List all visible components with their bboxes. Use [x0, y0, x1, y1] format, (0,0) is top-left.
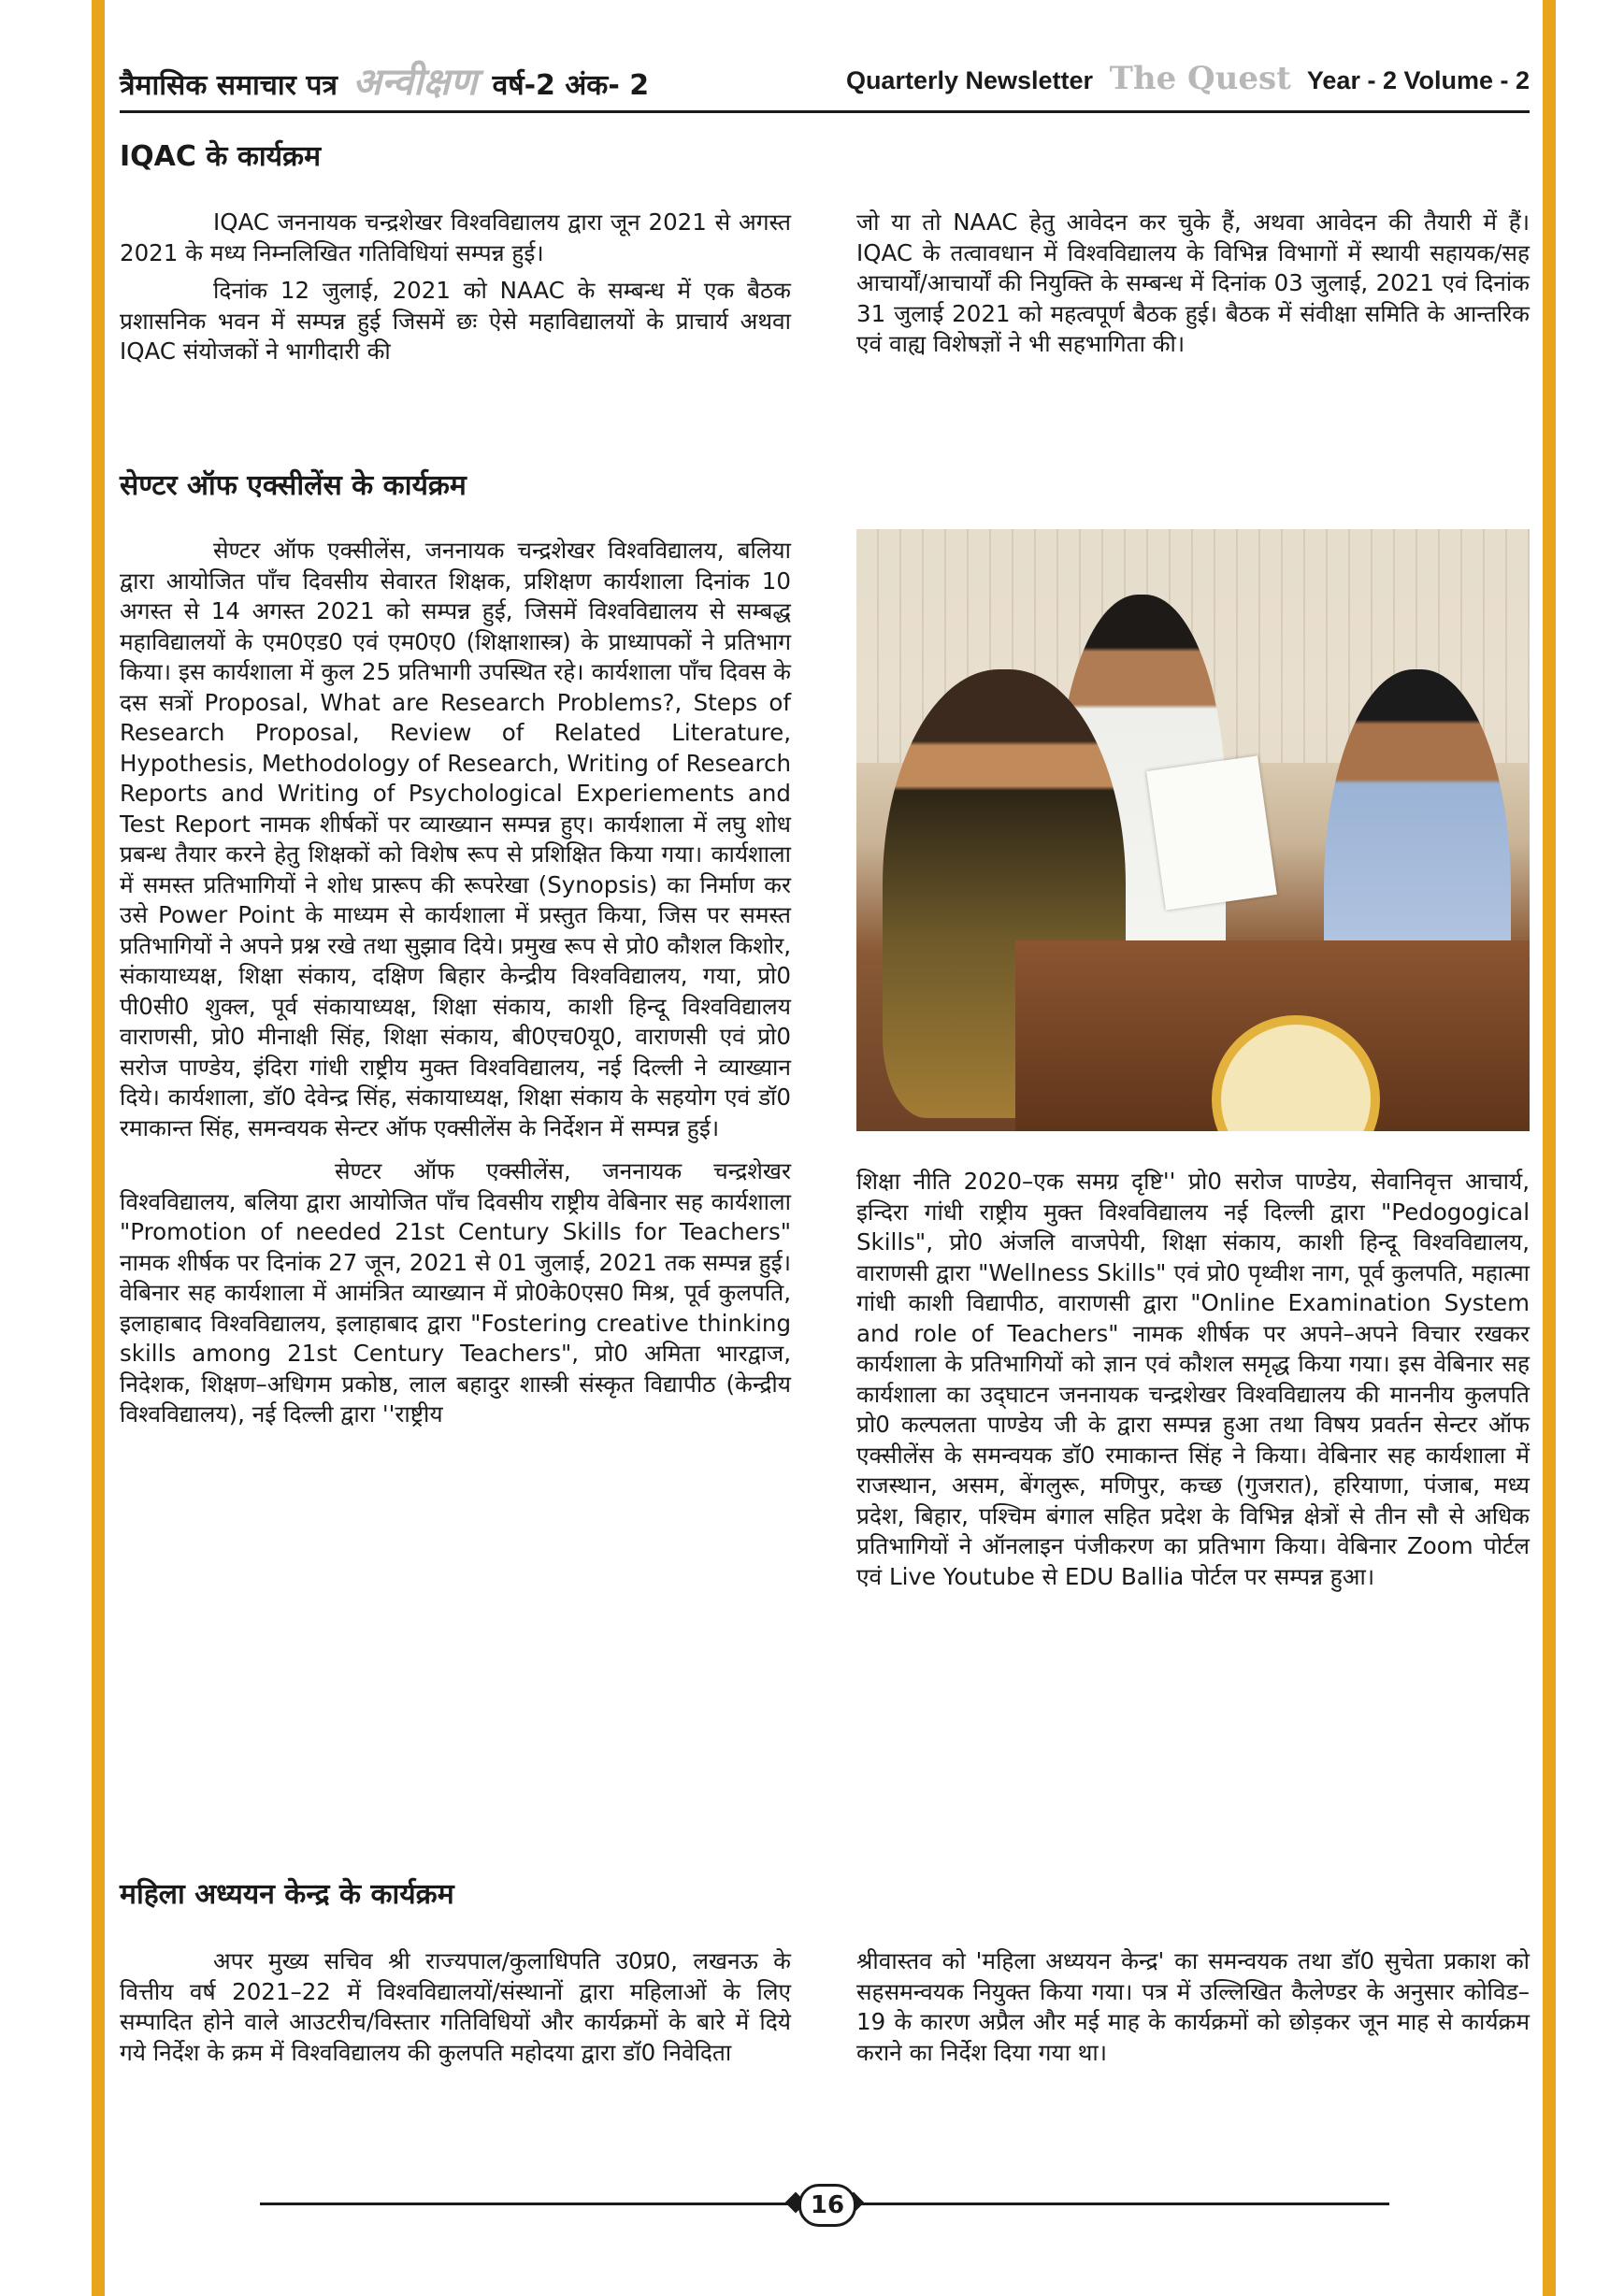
iqac-paragraph-1: IQAC जननायक चन्द्रशेखर विश्वविद्यालय द्वारा जून 2021 से अगस्त 2021 के मध्य निम्नलिखित गतिविधियां सम्पन्न हुई।	[120, 208, 791, 266]
excellence-right-column	[856, 1167, 1530, 1592]
women-studies-heading: महिला अध्ययन केन्द्र के कार्यक्रम	[120, 1878, 454, 1911]
left-accent-bar	[92, 0, 105, 2296]
hindi-issue-info: वर्ष-2 अंक- 2	[492, 69, 650, 102]
women-studies-paragraph-2: श्रीवास्तव को 'महिला अध्ययन केन्द्र' का समन्वयक तथा डॉ0 सुचेता प्रकाश को सहसमन्वयक नियुक्त किया गया। पत्र में उल्लिखित कैलेण्डर के अनुसार कोविड–19 के कारण अप्रैल और मई माह के कार्यक्रमों को छोड़कर जून माह से कार्यक्रम कराने का निर्देश दिया गया था।	[856, 1947, 1530, 2066]
header-divider	[120, 110, 1530, 113]
women-studies-left-column	[120, 1946, 791, 2068]
page-footer	[120, 2167, 1530, 2223]
iqac-left-column	[120, 208, 791, 367]
page-header	[120, 54, 1530, 107]
excellence-heading: सेण्टर ऑफ एक्सीलेंस के कार्यक्रम	[120, 469, 467, 502]
english-magazine-name: The Quest	[1109, 60, 1291, 97]
excellence-paragraph-3: शिक्षा नीति 2020–एक समग्र दृष्टि'' प्रो0 सरोज पाण्डेय, सेवानिवृत्त आचार्य, इन्दिरा गांधी राष्ट्रीय मुक्त विश्वविद्यालय नई दिल्ली द्वारा "Pedogogical Skills", प्रो0 अंजलि वाजपेयी, शिक्षा संकाय, काशी हिन्दू विश्वविद्यालय, वाराणसी द्वारा "Wellness Skills" एवं प्रो0 पृथ्वीश नाग, पूर्व कुलपति, महात्मा गांधी काशी विद्यापीठ, वाराणसी द्वारा "Online Examination System and role of Teachers" नामक शीर्षक पर अपने–अपने विचार रखकर कार्यशाला के प्रतिभागियों को ज्ञान एवं कौशल समृद्ध किया गया। इस वेबिनार सह कार्यशाला का उद्‌घाटन जननायक चन्द्रशेखर विश्वविद्यालय की माननीय कुलपति प्रो0 कल्पलता पाण्डेय जी के द्वारा सम्पन्न हुआ तथा विषय प्रवर्तन सेन्टर ऑफ एक्सीलेंस के समन्वयक डॉ0 रमाकान्त सिंह ने किया। वेबिनार सह कार्यशाला में राजस्थान, असम, बेंगलुरू, मणिपुर, कच्छ (गुजरात), हरियाणा, पंजाब, मध्य प्रदेश, बिहार, पश्चिम बंगाल सहित प्रदेश के विभिन्न क्षेत्रों से तीन सौ से अधिक प्रतिभागियों ने ऑनलाइन पंजीकरण का प्रतिभाग किया। वेबिनार Zoom पोर्टल एवं Live Youtube से EDU Ballia पोर्टल पर सम्पन्न हुआ।	[856, 1168, 1530, 1590]
hindi-magazine-name: अन्वीक्षण	[352, 60, 478, 104]
excellence-paragraph-1: सेण्टर ऑफ एक्सीलेंस, जननायक चन्द्रशेखर विश्वविद्यालय, बलिया द्वारा आयोजित पाँच दिवसीय सेवारत शिक्षक, प्रशिक्षण कार्यशाला दिनांक 10 अगस्त से 14 अगस्त 2021 को सम्पन्न हुई, जिसमें विश्वविद्यालय से सम्बद्ध महाविद्यालयों के एम0एड0 एवं एम0ए0 (शिक्षाशास्त्र) के प्राध्यापकों ने प्रतिभाग किया। इस कार्यशाला में कुल 25 प्रतिभागी उपस्थित रहे। कार्यशाला पाँच दिवस के दस सत्रों Proposal, What are Research Problems?, Steps of Research Proposal, Review of Related Literature, Hypothesis, Methodology of Research, Writing of Research Reports and Writing of Psychological Experiements and Test Report नामक शीर्षकों पर व्याख्यान सम्पन्न हुए। कार्यशाला में लघु शोध प्रबन्ध तैयार करने हेतु शिक्षकों को विशेष रूप से प्रशिक्षित किया गया। कार्यशाला में समस्त प्रतिभागियों ने शोध प्रारूप की रूपरेखा (Synopsis) का निर्माण कर उसे Power Point के माध्यम से कार्यशाला में प्रस्तुत किया, जिस पर समस्त प्रतिभागियों ने अपने प्रश्न रखे तथा सुझाव दिये। प्रमुख रूप से प्रो0 कौशल किशोर, संकायाध्यक्ष, शिक्षा संकाय, दक्षिण बिहार केन्द्रीय विश्वविद्यालय, गया, प्रो0 पी0सी0 शुक्ल, पूर्व संकायाध्यक्ष, शिक्षा संकाय, काशी हिन्दू विश्वविद्यालय वाराणसी, प्रो0 मीनाक्षी सिंह, शिक्षा संकाय, बी0एच0यू0, वाराणसी एवं प्रो0 सरोज पाण्डेय, इंदिरा गांधी राष्ट्रीय मुक्त विश्वविद्यालय, नई दिल्ली ने व्याख्यान दिये। कार्यशाला, डॉ0 देवेन्द्र सिंह, संकायाध्यक्ष, शिक्षा संकाय के सहयोग एवं डॉ0 रमाकान्त सिंह, समन्वयक सेन्टर ऑफ एक्सीलेंस के निर्देशन में सम्पन्न हुई।	[120, 537, 791, 1141]
certificate-ceremony-photo	[856, 529, 1530, 1131]
footer-rule-left	[260, 2203, 802, 2205]
iqac-right-column	[856, 208, 1530, 360]
hindi-masthead	[120, 54, 649, 106]
women-studies-right-column	[856, 1946, 1530, 2068]
excellence-paragraph-2: सेण्टर ऑफ एक्सीलेंस, जननायक चन्द्रशेखर विश्वविद्यालय, बलिया द्वारा आयोजित पाँच दिवसीय राष्ट्रीय वेबिनार सह कार्यशाला "Promotion of needed 21st Century Skills for Teachers" नामक शीर्षक पर दिनांक 27 जून, 2021 से 01 जुलाई, 2021 तक सम्पन्न हुई। वेबिनार सह कार्यशाला में आमंत्रित व्याख्यान में प्रो0के0एस0 मिश्र, पूर्व कुलपति, इलाहाबाद विश्वविद्यालय, इलाहाबाद द्वारा "Fostering creative thinking skills among 21st Century Teachers", प्रो0 अमिता भारद्वाज, निदेशक, शिक्षण–अधिगम प्रकोष्ठ, लाल बहादुर शास्त्री संस्कृत विद्यापीठ (केन्द्रीय विश्वविद्यालय), नई दिल्ली द्वारा ''राष्ट्रीय	[120, 1157, 791, 1428]
women-studies-paragraph-1: अपर मुख्य सचिव श्री राज्यपाल/कुलाधिपति उ0प्र0, लखनऊ के वित्तीय वर्ष 2021–22 में विश्वविद्यालयों/संस्थानों द्वारा महिलाओं के लिए सम्पादित होने वाले आउटरीच/विस्तार गतिविधियों और कार्यक्रमों के बारे में दिये गये निर्देश के क्रम में विश्वविद्यालय की कुलपति महोदया द्वारा डॉ0 निवेदिता	[120, 1947, 791, 2066]
footer-rule-right	[847, 2203, 1389, 2205]
right-accent-bar	[1543, 0, 1556, 2296]
english-issue-info: Year - 2 Volume - 2	[1306, 66, 1530, 94]
photo-certificate	[1146, 755, 1277, 910]
english-masthead-prefix: Quarterly Newsletter	[845, 66, 1094, 94]
hindi-masthead-prefix: त्रैमासिक समाचार पत्र	[120, 69, 338, 102]
iqac-heading: IQAC के कार्यक्रम	[120, 140, 322, 173]
excellence-left-column	[120, 536, 791, 1430]
iqac-paragraph-3: जो या तो NAAC हेतु आवेदन कर चुके हैं, अथवा आवेदन की तैयारी में हैं। IQAC के तत्वावधान में विश्वविद्यालय के विभिन्न विभागों में स्थायी सहायक/सह आचार्यों/आचार्यों की नियुक्ति के सम्बन्ध में दिनांक 03 जुलाई, 2021 एवं दिनांक 31 जुलाई 2021 को महत्वपूर्ण बैठक हुई। बैठक में संवीक्षा समिति के आन्तरिक एवं वाह्य विशेषज्ञों ने भी सहभागिता की।	[856, 208, 1530, 357]
iqac-paragraph-2: दिनांक 12 जुलाई, 2021 को NAAC के सम्बन्ध में एक बैठक प्रशासनिक भवन में सम्पन्न हुई जिसमें छः ऐसे महाविद्यालयों के प्राचार्य अथवा IQAC संयोजकों ने भागीदारी की	[120, 277, 791, 365]
page-number: 16	[798, 2184, 856, 2227]
english-masthead	[846, 60, 1530, 97]
